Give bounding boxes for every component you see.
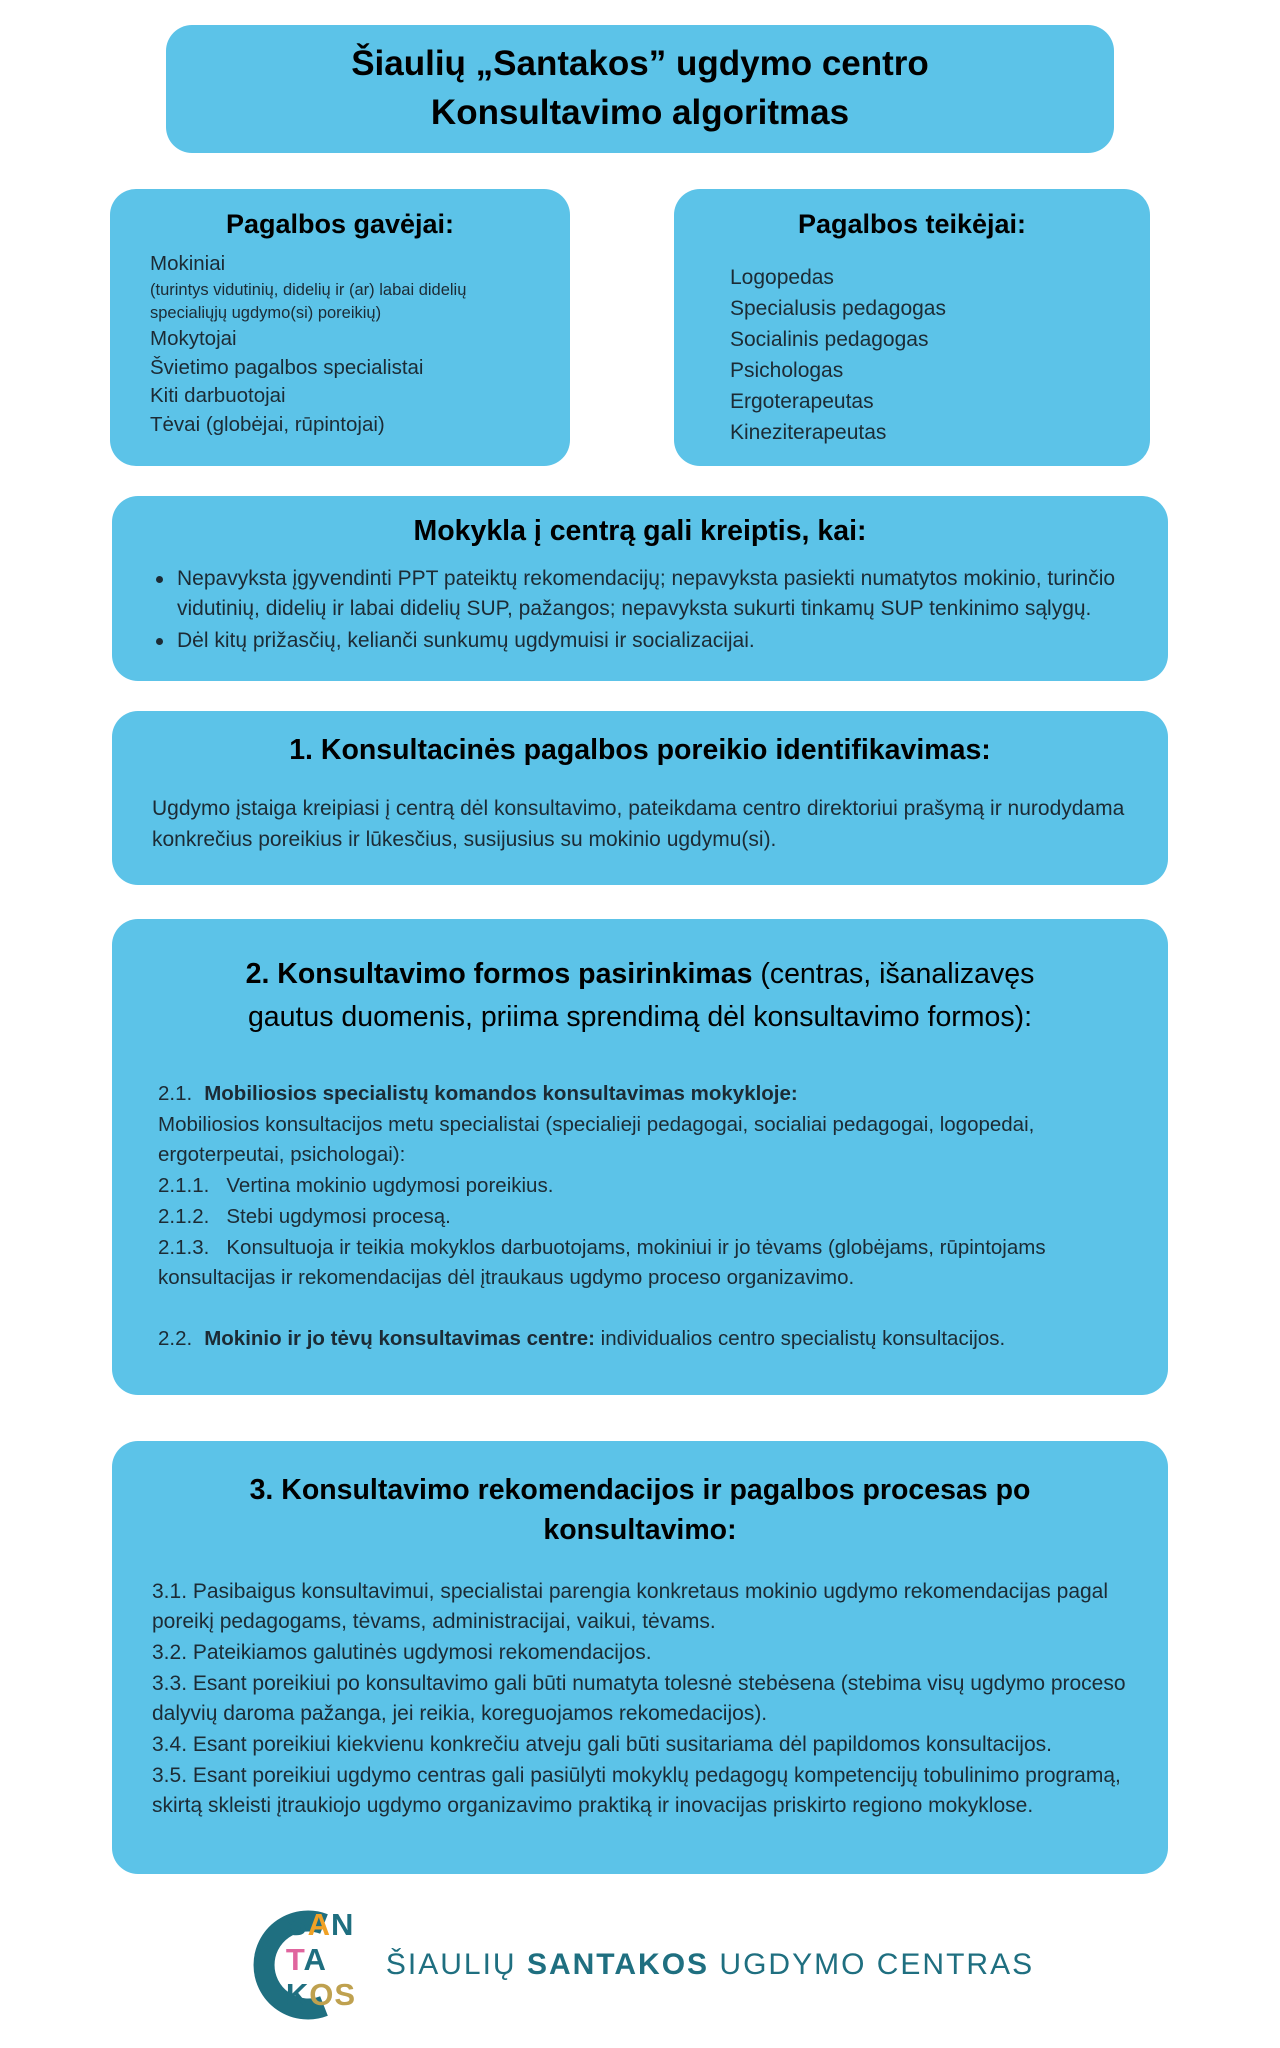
list-item: Tėvai (globėjai, rūpintojai): [150, 412, 385, 436]
page-title-line2: Konsultavimo algoritmas: [430, 93, 850, 132]
list-item: Kineziterapeutas: [730, 421, 887, 445]
step2-heading-line2: gautus duomenis, priima sprendimą dėl konsultavimo formos):: [247, 1001, 1033, 1034]
providers-heading: Pagalbos teikėjai:: [797, 209, 1027, 239]
item-number: 2.2.: [158, 1327, 193, 1351]
bullet-dot-icon: [156, 638, 163, 645]
step3-heading-line1: 3. Konsultavimo rekomendacijos ir pagalbos procesas po: [249, 1473, 1031, 1506]
step2-item-2-1-1: 2.1.1. Vertina mokinio ugdymosi poreikius.: [158, 1174, 554, 1198]
list-item: (turintys vidutinių, didelių ir (ar) labai didelių specialiųjų ugdymo(si) poreikių): [150, 280, 467, 322]
item-number: 2.1.: [158, 1081, 193, 1105]
step1-body: Ugdymo įstaiga kreipiasi į centrą dėl konsultavimo, pateikdama centro direktoriui prašymą ir nurodydama konkrečius poreikius ir lūkesčius, susijusius su mokinio ugdymu(si).: [152, 797, 1125, 851]
step2-item-2-2: [158, 1324, 1122, 1355]
bullet-text: Dėl kitų prižasčių, kelianči sunkumų ugdymuisi ir socializacijai.: [177, 629, 755, 653]
bullet-item: [146, 564, 1134, 623]
providers-list: [700, 262, 1124, 448]
logo-letter-row: [286, 1942, 356, 1977]
footer: [0, 1902, 1280, 2048]
referral-heading: Mokykla į centrą gali kreiptis, kai:: [413, 515, 867, 548]
step3-item-3-1: 3.1. Pasibaigus konsultavimui, specialistai parengia konkretaus mokinio ugdymo rekomendacijas pagal poreikį pedagogams, tėvams, administracijai, vaikui, tėvams.: [152, 1579, 1109, 1634]
step3-heading-line2: konsultavimo:: [543, 1513, 737, 1546]
logo-letter: O: [309, 1977, 335, 2013]
logo-letter-row: [286, 1977, 356, 2012]
step3-content: [152, 1577, 1128, 1822]
step3-item-3-4: 3.4. Esant poreikiui kiekvienu konkrečiu atveju gali būti susitariama dėl papildomos konsultacijos.: [152, 1732, 1052, 1756]
list-item: Logopedas: [730, 266, 834, 289]
logo-text-suffix: UGDYMO CENTRAS: [709, 1947, 1035, 1981]
list-item: Psichologas: [730, 359, 844, 383]
bullet-item: [146, 626, 1134, 655]
recipients-box: [110, 189, 570, 466]
bullet-dot-icon: [156, 576, 163, 583]
list-item: Ergoterapeutas: [730, 390, 874, 414]
step2-heading-line1: [158, 953, 1122, 996]
logo-letter: T: [285, 1942, 304, 1978]
referral-box: [112, 496, 1168, 680]
bullet-text: Nepavyksta įgyvendinti PPT pateiktų rekomendacijų; nepavyksta pasiekti numatytos mokinio, turinčio vidutinių, didelių ir labai didelių SUP, pažangos; nepavyksta sukurti tinkamų SUP tenkinimo sąlygų.: [177, 567, 1116, 620]
logo-letter: N: [330, 1906, 355, 1942]
title-box: [166, 25, 1114, 153]
step2-item-2-1-2: 2.1.2. Stebi ugdymosi procesą.: [158, 1204, 451, 1228]
step1-box: [112, 711, 1168, 886]
step2-box: [112, 919, 1168, 1395]
list-item: Švietimo pagalbos specialistai: [150, 355, 424, 379]
page-title-line1: Šiaulių „Santakos” ugdymo centro: [351, 44, 929, 83]
list-item: Mokiniai: [150, 252, 226, 275]
logo-letters: [286, 1907, 356, 2013]
item-title: Mokinio ir jo tėvų konsultavimas centre:: [204, 1327, 595, 1351]
logo-letter: A: [307, 1906, 331, 1942]
recipients-heading: Pagalbos gavėjai:: [225, 209, 455, 239]
step3-item-3-3: 3.3. Esant poreikiui po konsultavimo gali būti numatyta tolesnė stebėsena (stebima visų ugdymo proceso dalyvių daroma pažanga, jei reikia, koreguojamos rekomedacijos).: [152, 1671, 1126, 1726]
logo-wordmark: [386, 1948, 1034, 1982]
logo-letter: S: [285, 1906, 308, 1942]
logo-letter-row: [286, 1907, 356, 1942]
step2-heading-rest1: (centras, išanalizavęs: [752, 958, 1035, 991]
santakos-logo: [246, 1902, 368, 2028]
step1-heading: 1. Konsultacinės pagalbos poreikio identifikavimas:: [289, 733, 991, 766]
step3-box: [112, 1441, 1168, 1874]
step3-item-3-2: 3.2. Pateikiamos galutinės ugdymosi rekomendacijos.: [152, 1640, 652, 1664]
item-text: individualios centro specialistų konsultacijos.: [594, 1327, 1006, 1351]
step2-heading-bold: 2. Konsultavimo formos pasirinkimas: [245, 958, 753, 991]
list-item: Socialinis pedagogas: [730, 328, 929, 352]
step2-item-2-1-intro: Mobiliosios konsultacijos metu specialistai (specialieji pedagogai, socialiai pedagogai, logopedai, ergoterpeutai, psichologai):: [158, 1112, 1035, 1167]
list-item: Kiti darbuotojai: [150, 384, 286, 408]
list-item: Specialusis pedagogas: [730, 297, 946, 321]
logo-text-bold: SANTAKOS: [526, 1947, 710, 1981]
step2-item-2-1: [158, 1079, 1122, 1110]
logo-letter: S: [334, 1977, 357, 2013]
item-title: Mobiliosios specialistų komandos konsultavimas mokykloje:: [204, 1081, 798, 1105]
step2-item-2-1-3: 2.1.3. Konsultuoja ir teikia mokyklos darbuotojams, mokiniui ir jo tėvams (globėjams, rūpintojams konsultacijas ir rekomendacijas dėl įtraukaus ugdymo proceso organizavimo.: [158, 1235, 1052, 1290]
step3-item-3-5: 3.5. Esant poreikiui ugdymo centras gali pasiūlyti mokyklų pedagogų kompetencijų tobulinimo programą, skirtą skleisti įtraukiojo ugdymo organizavimo praktiką ir inovacijas priskirto regiono mokyklose.: [152, 1763, 1121, 1818]
list-item: Mokytojai: [150, 326, 237, 350]
logo-letter: K: [285, 1977, 310, 2013]
top-row: [110, 189, 1280, 466]
step2-content: [158, 1079, 1122, 1355]
infographic-page: [0, 25, 1280, 2048]
providers-box: [674, 189, 1150, 466]
referral-bullets: [146, 564, 1134, 655]
logo-letter: A: [303, 1942, 327, 1978]
logo-text-prefix: ŠIAULIŲ: [385, 1947, 527, 1981]
